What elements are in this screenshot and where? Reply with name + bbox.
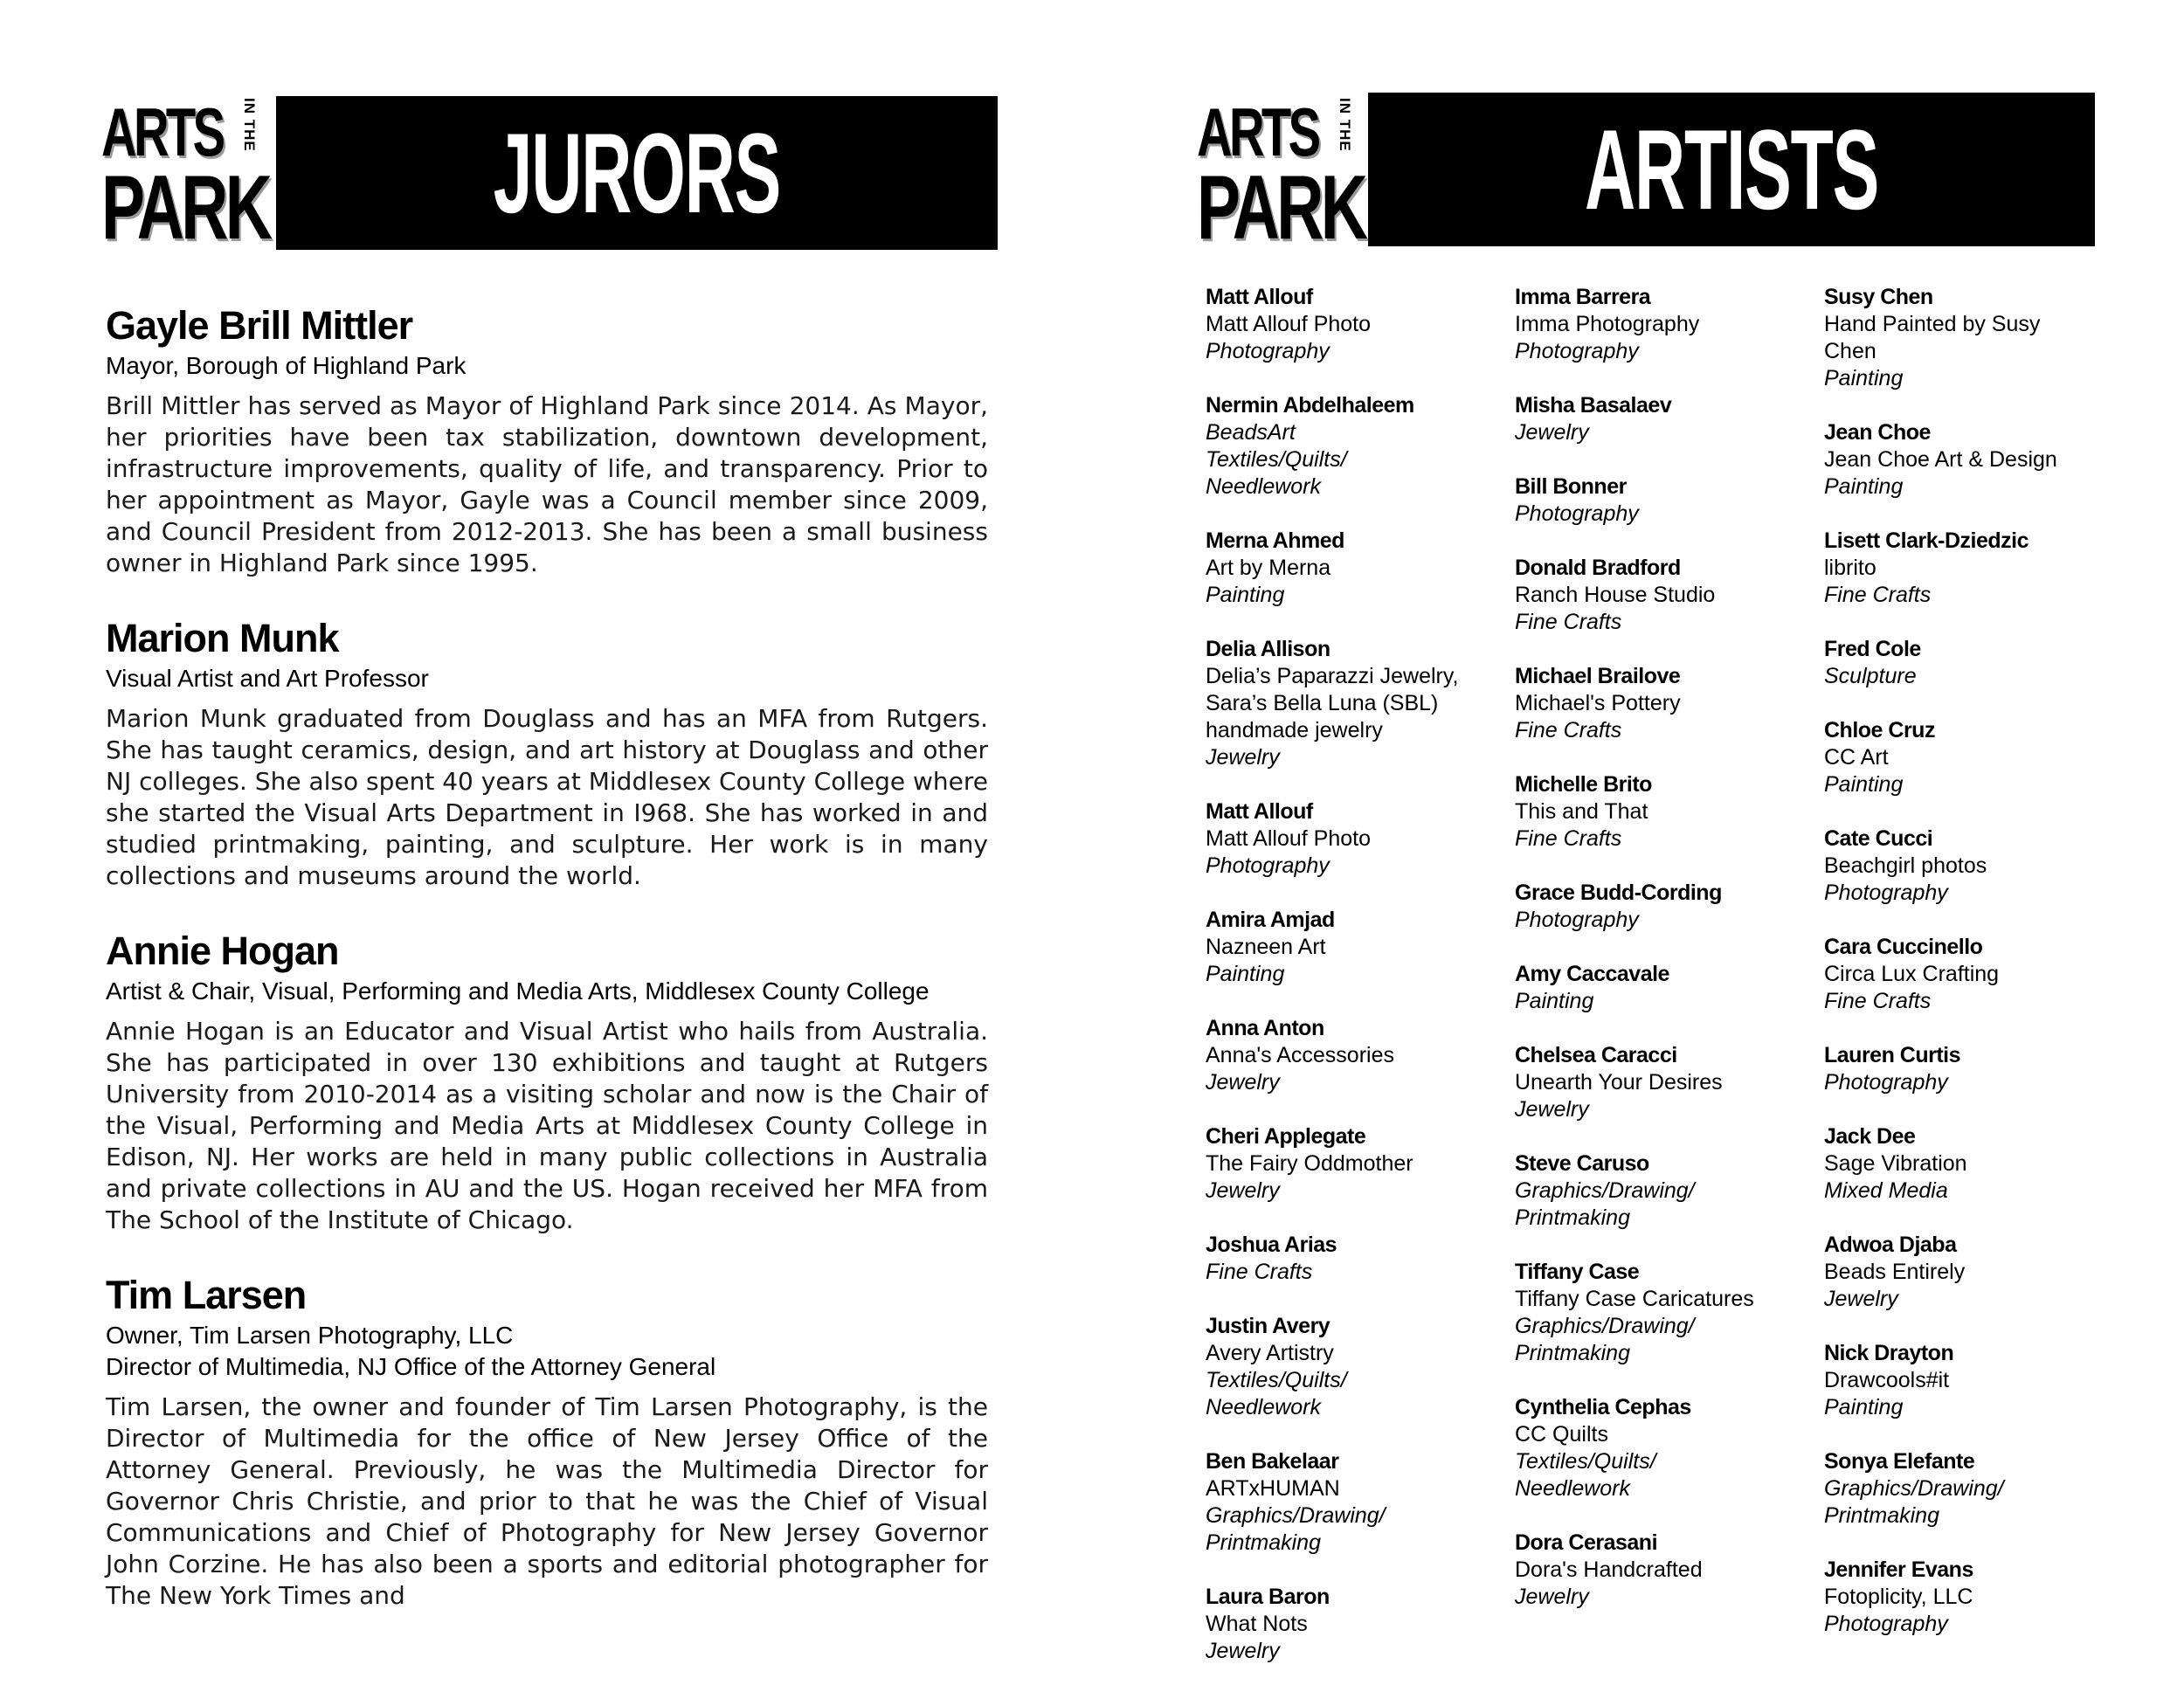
arts-in-the-park-logo: ARTS IN THE PARK <box>1197 93 1365 259</box>
artist-entry <box>1206 1313 1494 1421</box>
artist-business: Ranch House Studio <box>1515 583 1716 607</box>
artist-medium: Needlework <box>1515 1476 1631 1501</box>
artist-name: Justin Avery <box>1206 1314 1330 1338</box>
artist-entry <box>1515 284 1803 365</box>
juror-entry <box>106 1271 988 1612</box>
artist-name: Ben Bakelaar <box>1206 1449 1339 1474</box>
artist-name: Adwoa Djaba <box>1824 1233 1957 1257</box>
artist-medium: Fine Crafts <box>1824 583 1932 607</box>
artist-medium: Photography <box>1515 908 1639 932</box>
artist-medium: Photography <box>1824 1070 1948 1095</box>
artist-name: Jennifer Evans <box>1824 1557 1973 1582</box>
artist-name: Steve Caruso <box>1515 1151 1649 1176</box>
artist-entry <box>1206 528 1494 609</box>
artist-medium: Photography <box>1515 501 1639 526</box>
artist-entry <box>1515 1530 1803 1611</box>
artist-entry <box>1515 555 1803 636</box>
artists-page <box>1092 0 2184 1688</box>
artist-medium: Jewelry <box>1206 1178 1280 1203</box>
artist-business: Dora's Handcrafted <box>1515 1557 1703 1582</box>
artist-entry <box>1515 473 1803 528</box>
artist-business: Unearth Your Desires <box>1515 1070 1723 1095</box>
artist-name: Matt Allouf <box>1206 799 1313 824</box>
juror-entry <box>106 614 988 892</box>
artist-entry <box>1206 1584 1494 1665</box>
artist-name: Sonya Elefante <box>1824 1449 1975 1474</box>
artist-medium: Jewelry <box>1515 1585 1589 1609</box>
artist-business: Sara’s Bella Luna (SBL) <box>1206 691 1439 715</box>
artist-business: Beads Entirely <box>1824 1260 1966 1284</box>
artist-entry <box>1824 1448 2121 1530</box>
artist-business: CC Quilts <box>1515 1422 1608 1447</box>
artist-business: Art by Merna <box>1206 556 1331 580</box>
artist-medium: Photography <box>1515 339 1639 363</box>
artist-name: Jean Choe <box>1824 420 1931 445</box>
artist-name: Dora Cerasani <box>1515 1530 1658 1555</box>
artists-column-3 <box>1824 284 2121 1665</box>
artist-name: Tiffany Case <box>1515 1260 1640 1284</box>
juror-title: Visual Artist and Art Professor <box>106 665 429 692</box>
artist-business: The Fairy Oddmother <box>1206 1151 1413 1176</box>
artist-medium: Printmaking <box>1824 1503 1939 1528</box>
artist-entry <box>1824 717 2121 798</box>
artist-medium: Painting <box>1824 772 1904 797</box>
artist-medium: Jewelry <box>1515 420 1589 445</box>
artist-medium: Printmaking <box>1515 1205 1630 1230</box>
artist-entry <box>1515 1150 1803 1232</box>
artist-business: Fotoplicity, LLC <box>1824 1585 1973 1609</box>
artist-medium: Fine Crafts <box>1515 718 1622 742</box>
artist-entry <box>1206 284 1494 365</box>
jurors-header-banner <box>276 96 998 250</box>
artist-entry <box>1824 934 2121 1015</box>
artist-medium: Printmaking <box>1206 1530 1321 1555</box>
juror-name: Marion Munk <box>106 616 339 660</box>
artist-medium: Photography <box>1206 853 1330 878</box>
artists-column-2 <box>1515 284 1803 1638</box>
artist-medium: Jewelry <box>1824 1287 1898 1311</box>
artist-entry <box>1206 392 1494 501</box>
artist-entry <box>1515 1394 1803 1502</box>
artist-medium: Jewelry <box>1206 1639 1280 1663</box>
artist-name: Laura Baron <box>1206 1585 1330 1609</box>
artist-entry <box>1515 392 1803 446</box>
artist-medium: Graphics/Drawing/ <box>1824 1476 2004 1501</box>
juror-title: Owner, Tim Larsen Photography, LLC <box>106 1322 514 1349</box>
artist-entry <box>1515 880 1803 934</box>
jurors-page <box>0 0 1092 1688</box>
juror-entry <box>106 301 988 579</box>
artist-business: Sage Vibration <box>1824 1151 1967 1176</box>
artist-business: This and That <box>1515 799 1648 824</box>
artist-medium: Printmaking <box>1515 1341 1630 1365</box>
juror-name: Gayle Brill Mittler <box>106 303 413 348</box>
artist-name: Grace Budd-Cording <box>1515 881 1722 905</box>
artist-business: handmade jewelry <box>1206 718 1383 742</box>
artist-entry <box>1515 961 1803 1015</box>
artist-medium: Graphics/Drawing/ <box>1515 1314 1695 1338</box>
artist-medium: Jewelry <box>1206 1070 1280 1095</box>
artist-entry <box>1206 798 1494 880</box>
artist-medium: BeadsArt <box>1206 420 1296 445</box>
artist-business: Matt Allouf Photo <box>1206 312 1372 336</box>
juror-entry <box>106 927 988 1236</box>
artist-name: Nick Drayton <box>1824 1341 1954 1365</box>
artist-entry <box>1206 1015 1494 1096</box>
artist-medium: Graphics/Drawing/ <box>1515 1178 1695 1203</box>
arts-in-the-park-logo: ARTS IN THE PARK <box>101 93 270 259</box>
artist-medium: Jewelry <box>1206 745 1280 770</box>
artist-medium: Jewelry <box>1515 1097 1589 1122</box>
artist-name: Fred Cole <box>1824 637 1921 661</box>
artist-business: ARTxHUMAN <box>1206 1476 1340 1501</box>
artist-business: Circa Lux Crafting <box>1824 962 2000 986</box>
artist-medium: Sculpture <box>1824 664 1917 688</box>
artist-medium: Needlework <box>1206 474 1322 499</box>
artist-medium: Textiles/Quilts/ <box>1515 1449 1656 1474</box>
artist-name: Michelle Brito <box>1515 772 1652 797</box>
artist-business: Hand Painted by Susy <box>1824 312 2041 336</box>
artist-name: Nermin Abdelhaleem <box>1206 393 1414 418</box>
artist-business: Avery Artistry <box>1206 1341 1334 1365</box>
artist-medium: Needlework <box>1206 1395 1322 1419</box>
artist-name: Delia Allison <box>1206 637 1330 661</box>
juror-bio: Annie Hogan is an Educator and Visual Artist who hails from Australia. She has participated in over 130 exhibitions and taught at Rutgers University from 2010-2014 as a visiting scholar and now is the Chair of the Visual, Performing and Media Arts at Middlesex County College in Edison, NJ. Her works are held in many public collections in Australia and private collections in AU and the US. Hogan received her MFA from The School of the Institute of Chicago. <box>106 1017 988 1234</box>
artist-medium: Fine Crafts <box>1515 610 1622 634</box>
artist-business: Tiffany Case Caricatures <box>1515 1287 1754 1311</box>
artist-entry <box>1515 771 1803 853</box>
artists-column-1 <box>1206 284 1494 1692</box>
artist-name: Anna Anton <box>1206 1016 1324 1040</box>
artist-medium: Photography <box>1824 881 1948 905</box>
juror-bio: Marion Munk graduated from Douglass and has an MFA from Rutgers. She has taught ceramics, design, and art history at Douglass and other NJ colleges. She also spent 40 years at Middlesex County College where she started the Visual Arts Department in I968. She has worked in and studied printmaking, painting, and sculpture. Her work is in many collections and museums around the world. <box>106 704 989 890</box>
artist-medium: Photography <box>1206 339 1330 363</box>
artist-medium: Graphics/Drawing/ <box>1206 1503 1386 1528</box>
artist-entry <box>1824 419 2121 501</box>
artist-medium: Painting <box>1515 989 1594 1013</box>
artist-business: What Nots <box>1206 1612 1308 1636</box>
artist-entry <box>1515 663 1803 744</box>
artist-entry <box>1824 1042 2121 1096</box>
artist-medium: Fine Crafts <box>1206 1260 1313 1284</box>
artist-name: Amy Caccavale <box>1515 962 1669 986</box>
artist-business: Beachgirl photos <box>1824 853 1987 878</box>
artist-name: Joshua Arias <box>1206 1233 1337 1257</box>
artist-medium: Fine Crafts <box>1515 826 1622 851</box>
artist-entry <box>1824 528 2121 609</box>
artist-medium: Painting <box>1824 474 1904 499</box>
artist-entry <box>1515 1259 1803 1367</box>
artist-business: Imma Photography <box>1515 312 1700 336</box>
artist-name: Imma Barrera <box>1515 285 1651 309</box>
artist-medium: Mixed Media <box>1824 1178 1948 1203</box>
artist-name: Michael Brailove <box>1515 664 1681 688</box>
artist-name: Jack Dee <box>1824 1124 1916 1149</box>
artist-business: Delia’s Paparazzi Jewelry, <box>1206 664 1459 688</box>
artist-entry <box>1515 1042 1803 1123</box>
artist-entry <box>1824 636 2121 690</box>
juror-title: Mayor, Borough of Highland Park <box>106 352 467 379</box>
artist-medium: Painting <box>1824 366 1904 390</box>
juror-bio: Brill Mittler has served as Mayor of Highland Park since 2014. As Mayor, her priorities have been tax stabilization, downtown development, infrastructure improvements, quality of life, and transparency. Prior to her appointment as Mayor, Gayle was a Council member since 2009, and Council President from 2012-2013. She has been a small business owner in Highland Park since 1995. <box>106 391 988 577</box>
artist-name: Misha Basalaev <box>1515 393 1672 418</box>
artist-entry <box>1206 1232 1494 1286</box>
artist-entry <box>1824 1232 2121 1313</box>
artist-business: Chen <box>1824 339 1876 363</box>
artist-business: librito <box>1824 556 1876 580</box>
artist-name: Merna Ahmed <box>1206 528 1344 553</box>
artist-medium: Photography <box>1824 1612 1948 1636</box>
artist-name: Matt Allouf <box>1206 285 1313 309</box>
artist-medium: Textiles/Quilts/ <box>1206 1368 1347 1392</box>
artist-medium: Fine Crafts <box>1824 989 1932 1013</box>
artist-entry <box>1206 907 1494 988</box>
artist-name: Cate Cucci <box>1824 826 1933 851</box>
juror-bio: Tim Larsen, the owner and founder of Tim Larsen Photography, is the Director of Multimedia for the office of New Jersey Office of the Attorney General. Previously, he was the Multimedia Director for Governor Chris Christie, and prior to that he was the Chief of Visual Communications and Chief of Photography for New Jersey Governor John Corzine. He has also been a sports and editorial photographer for The New York Times and <box>106 1392 988 1610</box>
artist-business: Jean Choe Art & Design <box>1824 447 2057 472</box>
artist-entry <box>1824 1557 2121 1638</box>
artist-name: Bill Bonner <box>1515 474 1627 499</box>
juror-name: Tim Larsen <box>106 1273 307 1317</box>
artist-name: Lauren Curtis <box>1824 1043 1961 1067</box>
artist-entry <box>1824 825 2121 907</box>
artist-medium: Painting <box>1824 1395 1904 1419</box>
artist-name: Chloe Cruz <box>1824 718 1935 742</box>
artist-business: CC Art <box>1824 745 1889 770</box>
artist-medium: Painting <box>1206 962 1285 986</box>
artist-medium: Textiles/Quilts/ <box>1206 447 1347 472</box>
artist-entry <box>1824 1123 2121 1205</box>
artist-entry <box>1206 1448 1494 1557</box>
artist-name: Chelsea Caracci <box>1515 1043 1677 1067</box>
artist-name: Cynthelia Cephas <box>1515 1395 1691 1419</box>
page-title: JURORS <box>493 109 781 237</box>
artist-entry <box>1206 1123 1494 1205</box>
artist-business: Anna's Accessories <box>1206 1043 1394 1067</box>
artist-entry <box>1206 636 1494 771</box>
artist-name: Donald Bradford <box>1515 556 1681 580</box>
juror-title: Director of Multimedia, NJ Office of the Attorney General <box>106 1353 716 1380</box>
artist-business: Nazneen Art <box>1206 935 1326 959</box>
artist-business: Drawcools#it <box>1824 1368 1950 1392</box>
page-title: ARTISTS <box>1584 106 1879 233</box>
juror-title: Artist & Chair, Visual, Performing and Media Arts, Middlesex County College <box>106 977 930 1005</box>
artist-entry <box>1824 284 2121 392</box>
artist-name: Cara Cuccinello <box>1824 935 1983 959</box>
artist-name: Susy Chen <box>1824 285 1933 309</box>
artist-entry <box>1824 1340 2121 1421</box>
artist-name: Lisett Clark-Dziedzic <box>1824 528 2029 553</box>
jurors-list <box>106 301 988 1647</box>
artist-business: Michael's Pottery <box>1515 691 1681 715</box>
artist-business: Matt Allouf Photo <box>1206 826 1372 851</box>
artists-header-banner <box>1368 93 2095 246</box>
artist-medium: Painting <box>1206 583 1285 607</box>
artist-name: Amira Amjad <box>1206 908 1335 932</box>
artist-name: Cheri Applegate <box>1206 1124 1366 1149</box>
juror-name: Annie Hogan <box>106 929 339 973</box>
